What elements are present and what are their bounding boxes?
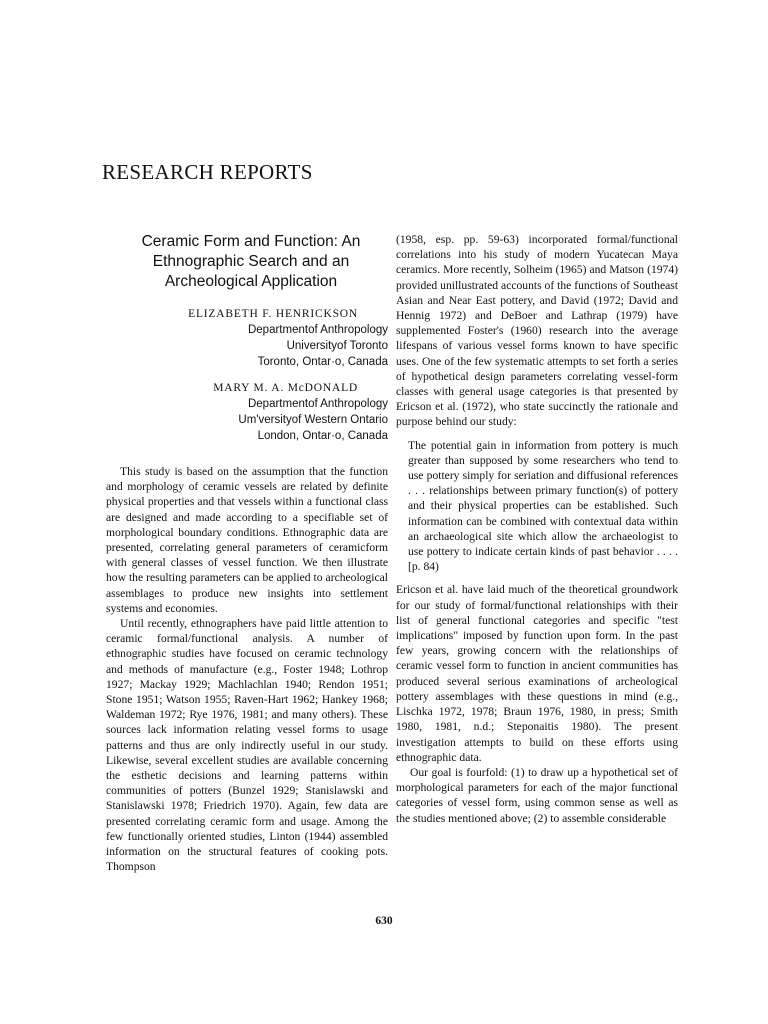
right-body-text-continued [396, 582, 678, 825]
left-body-text [106, 464, 388, 874]
author-block-1 [106, 306, 388, 370]
author-name: MARY M. A. McDONALD [213, 382, 358, 394]
body-paragraph: Ericson et al. have laid much of the theoretical groundwork for our study of formal/functional relationships with their list of general functional categories and specific "test implications" imposed by function upon form. In the past few years, growing concern with the relationships of ceramic vessel form to function in ancient communities has produced several serious examinations of archeological pottery assemblages with these questions in mind (e.g., Lischka 1972, 1978; Braun 1976, 1980, in press; Smith 1980, 1981, n.d.; Steponaitis 1980). The present investigation attempts to build on these efforts using ethnographic data. [396, 583, 678, 764]
article-title: Ceramic Form and Function: An Ethnographic Search and an Archeological Application [141, 233, 361, 290]
author-name: ELIZABETH F. HENRICKSON [188, 308, 358, 320]
author-affiliation-line: Universityof Toronto [286, 340, 388, 352]
right-body-text [396, 232, 678, 430]
left-column [106, 232, 388, 874]
abstract-paragraph: This study is based on the assumption that the function and morphology of ceramic vessels are related by definite physical properties and that vessels within a functional class are designed and made according to a specifiable set of morphological boundary conditions. Ethnographic data are presented, correlating general parameters of ceramicform with general classes of vessel function. We then illustrate how the resulting parameters can be applied to archeological assemblages to produce new insights into settlement systems and economies. [106, 465, 388, 615]
block-quote: The potential gain in information from pottery is much greater than supposed by some researchers who tend to use pottery simply for seriation and diffusional references . . . relationships between primary function(s) of pottery and their physical properties can be established. Such information can be combined with contextual data within an archaeological site which allow the archaeologist to use pottery to indicate certain kinds of past behavior . . . . [p. 84) [408, 438, 678, 574]
author-affiliation-line: Um'versityof Western Ontario [238, 414, 388, 426]
body-paragraph: Our goal is fourfold: (1) to draw up a hypothetical set of morphological parameters for each of the major functional categories of vessel form, using common sense as well as the studies mentioned above; (2) to assemble considerable [396, 765, 678, 825]
author-block-2 [106, 380, 388, 444]
body-paragraph: Until recently, ethnographers have paid little attention to ceramic formal/functional analysis. A number of ethnographic studies have focused on ceramic technology and methods of manufacture (e.g., Foster 1948; Lothrop 1927; Mackay 1929; Machlachlan 1940; Rendon 1951; Stone 1951; Watson 1955; Raven-Hart 1962; Hankey 1968; Waldeman 1972; Rye 1976, 1981; and many others). These sources lack information relating vessel forms to usage patterns and thus are only indirectly useful in our study. Likewise, several excellent studies are available concerning the esthetic decisions and learning patterns within communities of potters (Bunzel 1929; Stanislawski and Stanislawski 1978; Friedrich 1970). Again, few data are presented correlating ceramic form and usage. Among the few functionally oriented studies, Linton (1944) assembled information on the structural features of cooking pots. Thompson [106, 617, 388, 874]
author-affiliation-line: Departmentof Anthropology [247, 324, 388, 336]
author-affiliation-line: Departmentof Anthropology [247, 398, 388, 410]
section-header: RESEARCH REPORTS [102, 160, 313, 184]
author-affiliation-line: London, Ontar·o, Canada [257, 430, 388, 442]
page-number: 630 [375, 915, 393, 927]
body-paragraph: (1958, esp. pp. 59-63) incorporated formal/functional correlations into his study of modern Yucatecan Maya ceramics. More recently, Solheim (1965) and Matson (1974) provided unillustrated accounts of the functions of Southeast Asian and Near East pottery, and David (1972; David and Hennig 1972) and DeBoer and Lathrap (1979) have supplemented Foster's (1960) research into the average lifespans of various vessel forms known to have specific uses. One of the few systematic attempts to set forth a series of hypothetical design parameters correlating vessel-form classes with general usage categories is that presented by Ericson et al. (1972), who state succinctly the rationale and purpose behind our study: [396, 233, 678, 429]
author-affiliation-line: Toronto, Ontar·o, Canada [257, 356, 388, 368]
right-column [396, 232, 678, 826]
